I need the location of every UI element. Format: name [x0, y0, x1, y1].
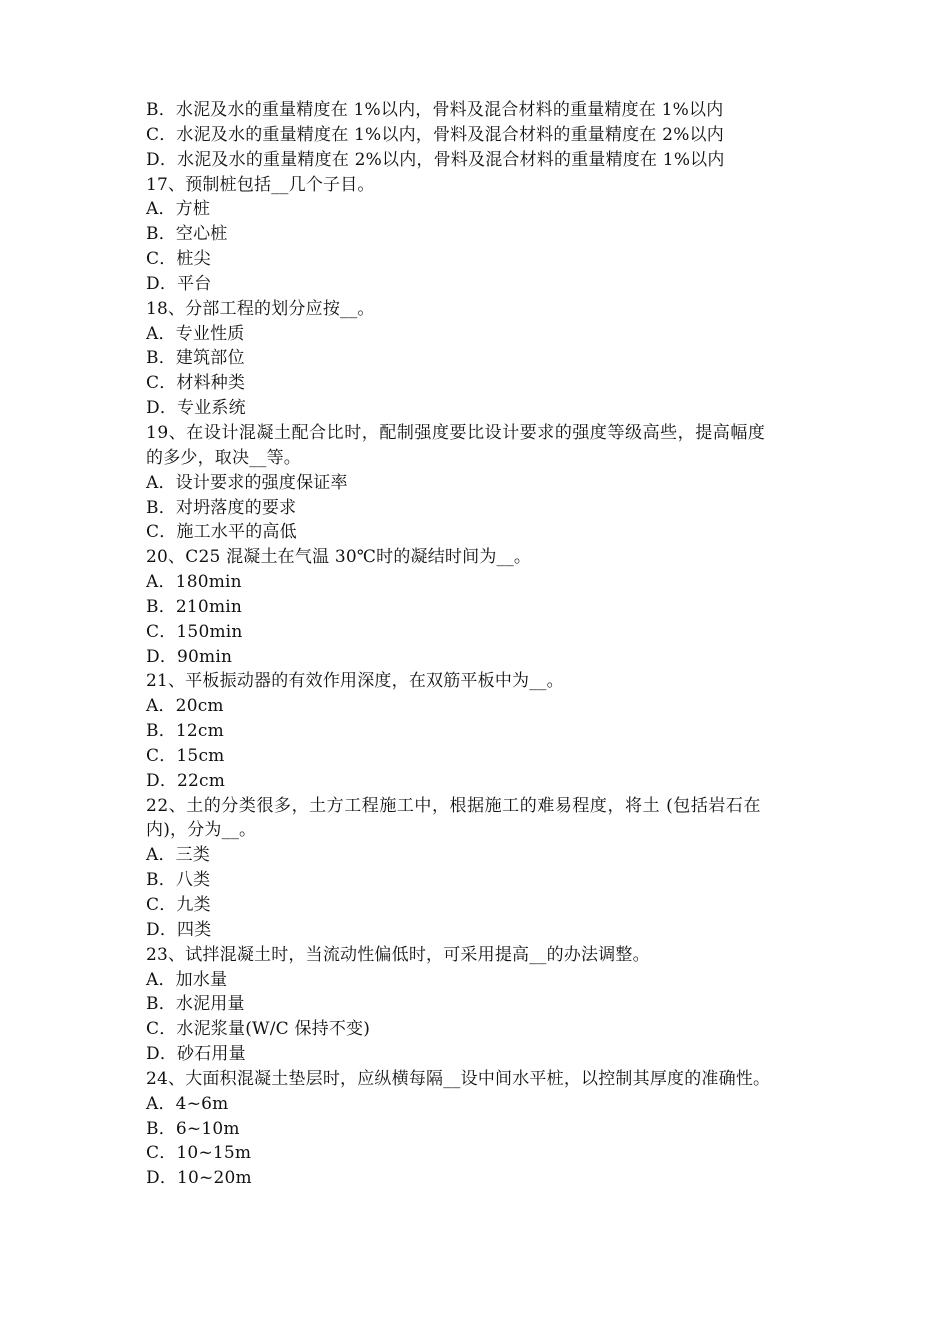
option-line: D．砂石用量 — [146, 1044, 246, 1065]
option-line: C．桩尖 — [146, 249, 211, 270]
question-line-continued: 的多少，取决__等。 — [146, 447, 301, 468]
question-line: 20、C25 混凝土在气温 30℃时的凝结时间为__。 — [146, 547, 532, 568]
option-line: A．设计要求的强度保证率 — [146, 472, 348, 493]
option-line: A．方桩 — [146, 199, 211, 220]
option-line: B．12cm — [146, 721, 224, 742]
option-line: D．平台 — [146, 273, 212, 294]
option-line: B．空心桩 — [146, 224, 228, 245]
option-line: B．对坍落度的要求 — [146, 497, 297, 518]
option-line: B．八类 — [146, 870, 211, 891]
question-line: 22、土的分类很多，土方工程施工中，根据施工的难易程度，将土 (包括岩石在 — [146, 795, 762, 816]
option-line: C．15cm — [146, 745, 225, 766]
option-line: D．10~20m — [146, 1168, 252, 1189]
option-line: A．4~6m — [146, 1093, 229, 1114]
option-line: C．150min — [146, 621, 243, 642]
option-line: B．建筑部位 — [146, 348, 245, 369]
option-line: A．专业性质 — [146, 323, 245, 344]
question-line-continued: 内)，分为__。 — [146, 820, 257, 841]
question-line: 19、在设计混凝土配合比时，配制强度要比设计要求的强度等级高些，提高幅度 — [146, 422, 766, 443]
option-line: C．水泥及水的重量精度在 1%以内，骨料及混合材料的重量精度在 2%以内 — [146, 124, 724, 145]
question-line: 17、预制桩包括__几个子目。 — [146, 174, 375, 195]
document-page — [146, 98, 814, 1191]
question-line: 18、分部工程的划分应按__。 — [146, 298, 375, 319]
question-line: 21、平板振动器的有效作用深度，在双筋平板中为__。 — [146, 671, 564, 692]
option-line: B．水泥用量 — [146, 994, 245, 1015]
option-line: B．水泥及水的重量精度在 1%以内，骨料及混合材料的重量精度在 1%以内 — [146, 100, 724, 120]
option-line: C．施工水平的高低 — [146, 522, 297, 543]
option-line: D．90min — [146, 646, 233, 667]
option-line: B．210min — [146, 596, 243, 617]
option-line: D．四类 — [146, 919, 212, 940]
option-line: B．6~10m — [146, 1118, 240, 1139]
option-line: A．20cm — [146, 696, 224, 717]
option-line: C．材料种类 — [146, 373, 246, 394]
option-line: C．10~15m — [146, 1143, 252, 1164]
option-line: D．水泥及水的重量精度在 2%以内，骨料及混合材料的重量精度在 1%以内 — [146, 149, 725, 170]
question-line: 24、大面积混凝土垫层时，应纵横每隔__设中间水平桩，以控制其厚度的准确性。 — [146, 1068, 771, 1089]
option-line: A．加水量 — [146, 969, 228, 990]
option-line: A．180min — [146, 572, 242, 593]
question-line: 23、试拌混凝土时，当流动性偏低时，可采用提高__的办法调整。 — [146, 944, 650, 965]
option-line: D．22cm — [146, 770, 226, 791]
option-line: A．三类 — [146, 845, 211, 866]
option-line: D．专业系统 — [146, 398, 246, 419]
option-line: C．水泥浆量(W/C 保持不变) — [146, 1019, 371, 1040]
option-line: C．九类 — [146, 895, 211, 915]
